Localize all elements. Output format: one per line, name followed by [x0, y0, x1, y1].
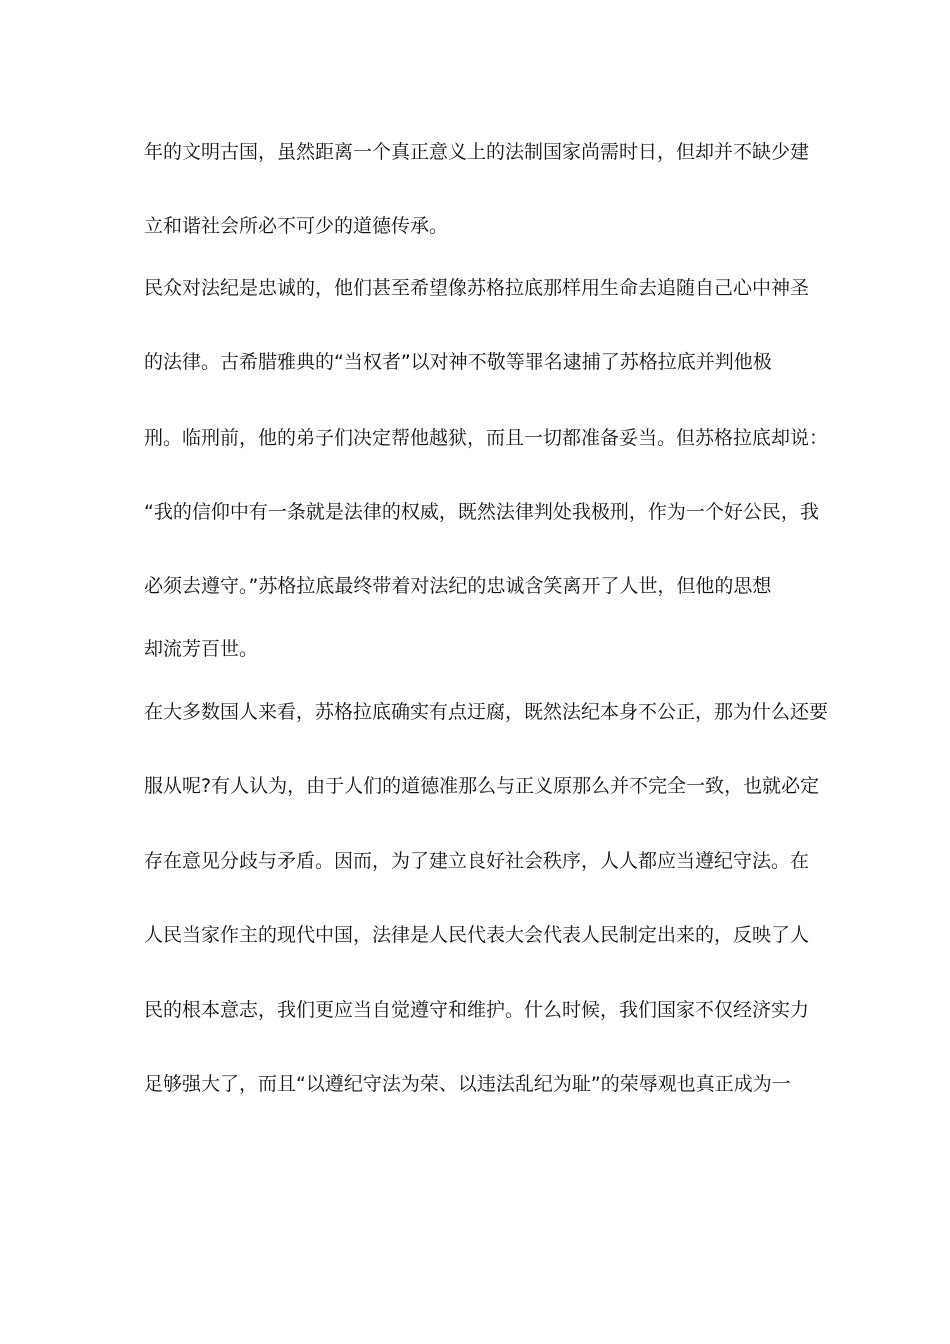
text-line-5: 刑。临刑前，他的弟子们决定帮他越狱，而且一切都准备妥当。但苏格拉底却说：: [144, 427, 829, 449]
text-line-9: 在大多数国人来看，苏格拉底确实有点迂腐，既然法纪本身不公正，那为什么还要: [144, 701, 829, 723]
text-line-4: 的法律。古希腊雅典的“当权者”以对神不敬等罪名逮捕了苏格拉底并判他极: [144, 351, 772, 373]
text-line-7: 必须去遵守。”苏格拉底最终带着对法纪的忠诚含笑离开了人世，但他的思想: [144, 575, 772, 597]
text-line-13: 民的根本意志，我们更应当自觉遵守和维护。什么时候，我们国家不仅经济实力: [144, 999, 810, 1021]
text-line-11: 存在意见分歧与矛盾。因而，为了建立良好社会秩序，人人都应当遵纪守法。在: [144, 850, 810, 872]
text-line-3: 民众对法纪是忠诚的，他们甚至希望像苏格拉底那样用生命去追随自己心中神圣: [144, 277, 810, 299]
text-line-1: 年的文明古国，虽然距离一个真正意义上的法制国家尚需时日，但却并不缺少建: [144, 141, 810, 163]
text-line-10: 服从呢?有人认为，由于人们的道德准那么与正义原那么并不完全一致，也就必定: [144, 775, 820, 797]
text-line-6: “我的信仰中有一条就是法律的权威，既然法律判处我极刑，作为一个好公民，我: [144, 501, 819, 523]
text-line-8: 却流芳百世。: [144, 638, 259, 660]
text-line-2: 立和谐社会所必不可少的道德传承。: [144, 215, 449, 237]
text-line-14: 足够强大了，而且“以遵纪守法为荣、以违法乱纪为耻”的荣辱观也真正成为一: [144, 1073, 791, 1095]
text-line-12: 人民当家作主的现代中国，法律是人民代表大会代表人民制定出来的，反映了人: [144, 924, 810, 946]
